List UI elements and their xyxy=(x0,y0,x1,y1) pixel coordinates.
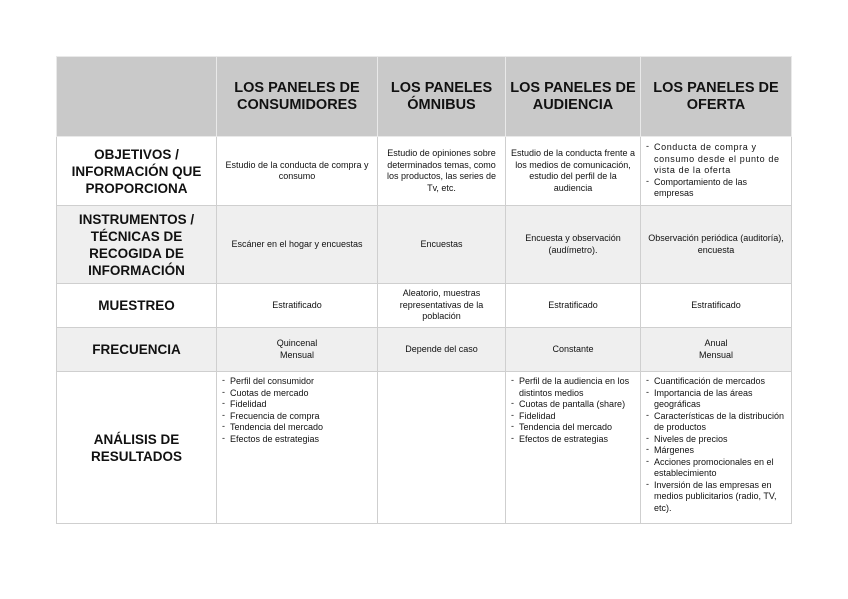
header-oferta: LOS PANELES DE OFERTA xyxy=(641,57,792,137)
cell-oferta xyxy=(641,137,792,206)
cell-consumidores: Estratificado xyxy=(217,284,378,328)
cell-omnibus: Encuestas xyxy=(378,206,506,284)
cell-oferta: Observación periódica (auditoría), encuesta xyxy=(641,206,792,284)
list-item: - Características de la distribución de productos xyxy=(645,411,787,434)
list-item: - Fidelidad xyxy=(510,411,636,423)
list-item: - Niveles de precios xyxy=(645,434,787,446)
row-analisis xyxy=(57,372,792,524)
row-label: FRECUENCIA xyxy=(57,328,217,372)
header-corner xyxy=(57,57,217,137)
cell-audiencia xyxy=(506,372,641,524)
list-item: - Márgenes xyxy=(645,445,787,457)
list-item: - Cuotas de pantalla (share) xyxy=(510,399,636,411)
row-objetivos xyxy=(57,137,792,206)
row-instrumentos xyxy=(57,206,792,284)
cell-omnibus xyxy=(378,372,506,524)
row-label: OBJETIVOS / INFORMACIÓN QUE PROPORCIONA xyxy=(57,137,217,206)
list-item: - Conducta de compra y consumo desde el punto de vista de la oferta xyxy=(645,142,787,177)
list-item: - Fidelidad xyxy=(221,399,373,411)
list-item: - Tendencia del mercado xyxy=(510,422,636,434)
cell-omnibus: Estudio de opiniones sobre determinados temas, como los productos, las series de Tv, etc. xyxy=(378,137,506,206)
cell-audiencia: Encuesta y observación (audímetro). xyxy=(506,206,641,284)
header-consumidores: LOS PANELES DE CONSUMIDORES xyxy=(217,57,378,137)
list-item: - Tendencia del mercado xyxy=(221,422,373,434)
header-row xyxy=(57,57,792,137)
list-item: - Inversión de las empresas en medios publicitarios (radio, TV, etc). xyxy=(645,480,787,515)
cell-line: Anual xyxy=(704,338,728,348)
list-item: - Cuantificación de mercados xyxy=(645,376,787,388)
cell-oferta xyxy=(641,328,792,372)
list-item: - Efectos de estrategias xyxy=(221,434,373,446)
header-audiencia: LOS PANELES DE AUDIENCIA xyxy=(506,57,641,137)
panels-comparison-table xyxy=(56,56,792,524)
list-item: - Perfil del consumidor xyxy=(221,376,373,388)
list-item: - Cuotas de mercado xyxy=(221,388,373,400)
cell-line: Mensual xyxy=(698,349,734,360)
cell-audiencia: Estratificado xyxy=(506,284,641,328)
list-item: - Efectos de estrategias xyxy=(510,434,636,446)
cell-line: Mensual xyxy=(279,349,315,360)
cell-line: Quincenal xyxy=(276,338,318,348)
cell-audiencia: Constante xyxy=(506,328,641,372)
cell-oferta: Estratificado xyxy=(641,284,792,328)
cell-omnibus: Depende del caso xyxy=(378,328,506,372)
row-frecuencia xyxy=(57,328,792,372)
cell-consumidores: Estudio de la conducta de compra y consumo xyxy=(217,137,378,206)
cell-consumidores xyxy=(217,328,378,372)
row-label: INSTRUMENTOS / TÉCNICAS DE RECOGIDA DE INFORMACIÓN xyxy=(57,206,217,284)
cell-omnibus: Aleatorio, muestras representativas de la población xyxy=(378,284,506,328)
cell-consumidores: Escáner en el hogar y encuestas xyxy=(217,206,378,284)
row-label: ANÁLISIS DE RESULTADOS xyxy=(57,372,217,524)
header-omnibus: LOS PANELES ÓMNIBUS xyxy=(378,57,506,137)
list-item: - Acciones promocionales en el establecimiento xyxy=(645,457,787,480)
list-item: - Frecuencia de compra xyxy=(221,411,373,423)
cell-consumidores xyxy=(217,372,378,524)
list-item: - Perfil de la audiencia en los distintos medios xyxy=(510,376,636,399)
list-item: - Importancia de las áreas geográficas xyxy=(645,388,787,411)
cell-oferta xyxy=(641,372,792,524)
row-label: MUESTREO xyxy=(57,284,217,328)
list-item: - Comportamiento de las empresas xyxy=(645,177,787,200)
row-muestreo xyxy=(57,284,792,328)
cell-audiencia: Estudio de la conducta frente a los medios de comunicación, estudio del perfil de la audiencia xyxy=(506,137,641,206)
